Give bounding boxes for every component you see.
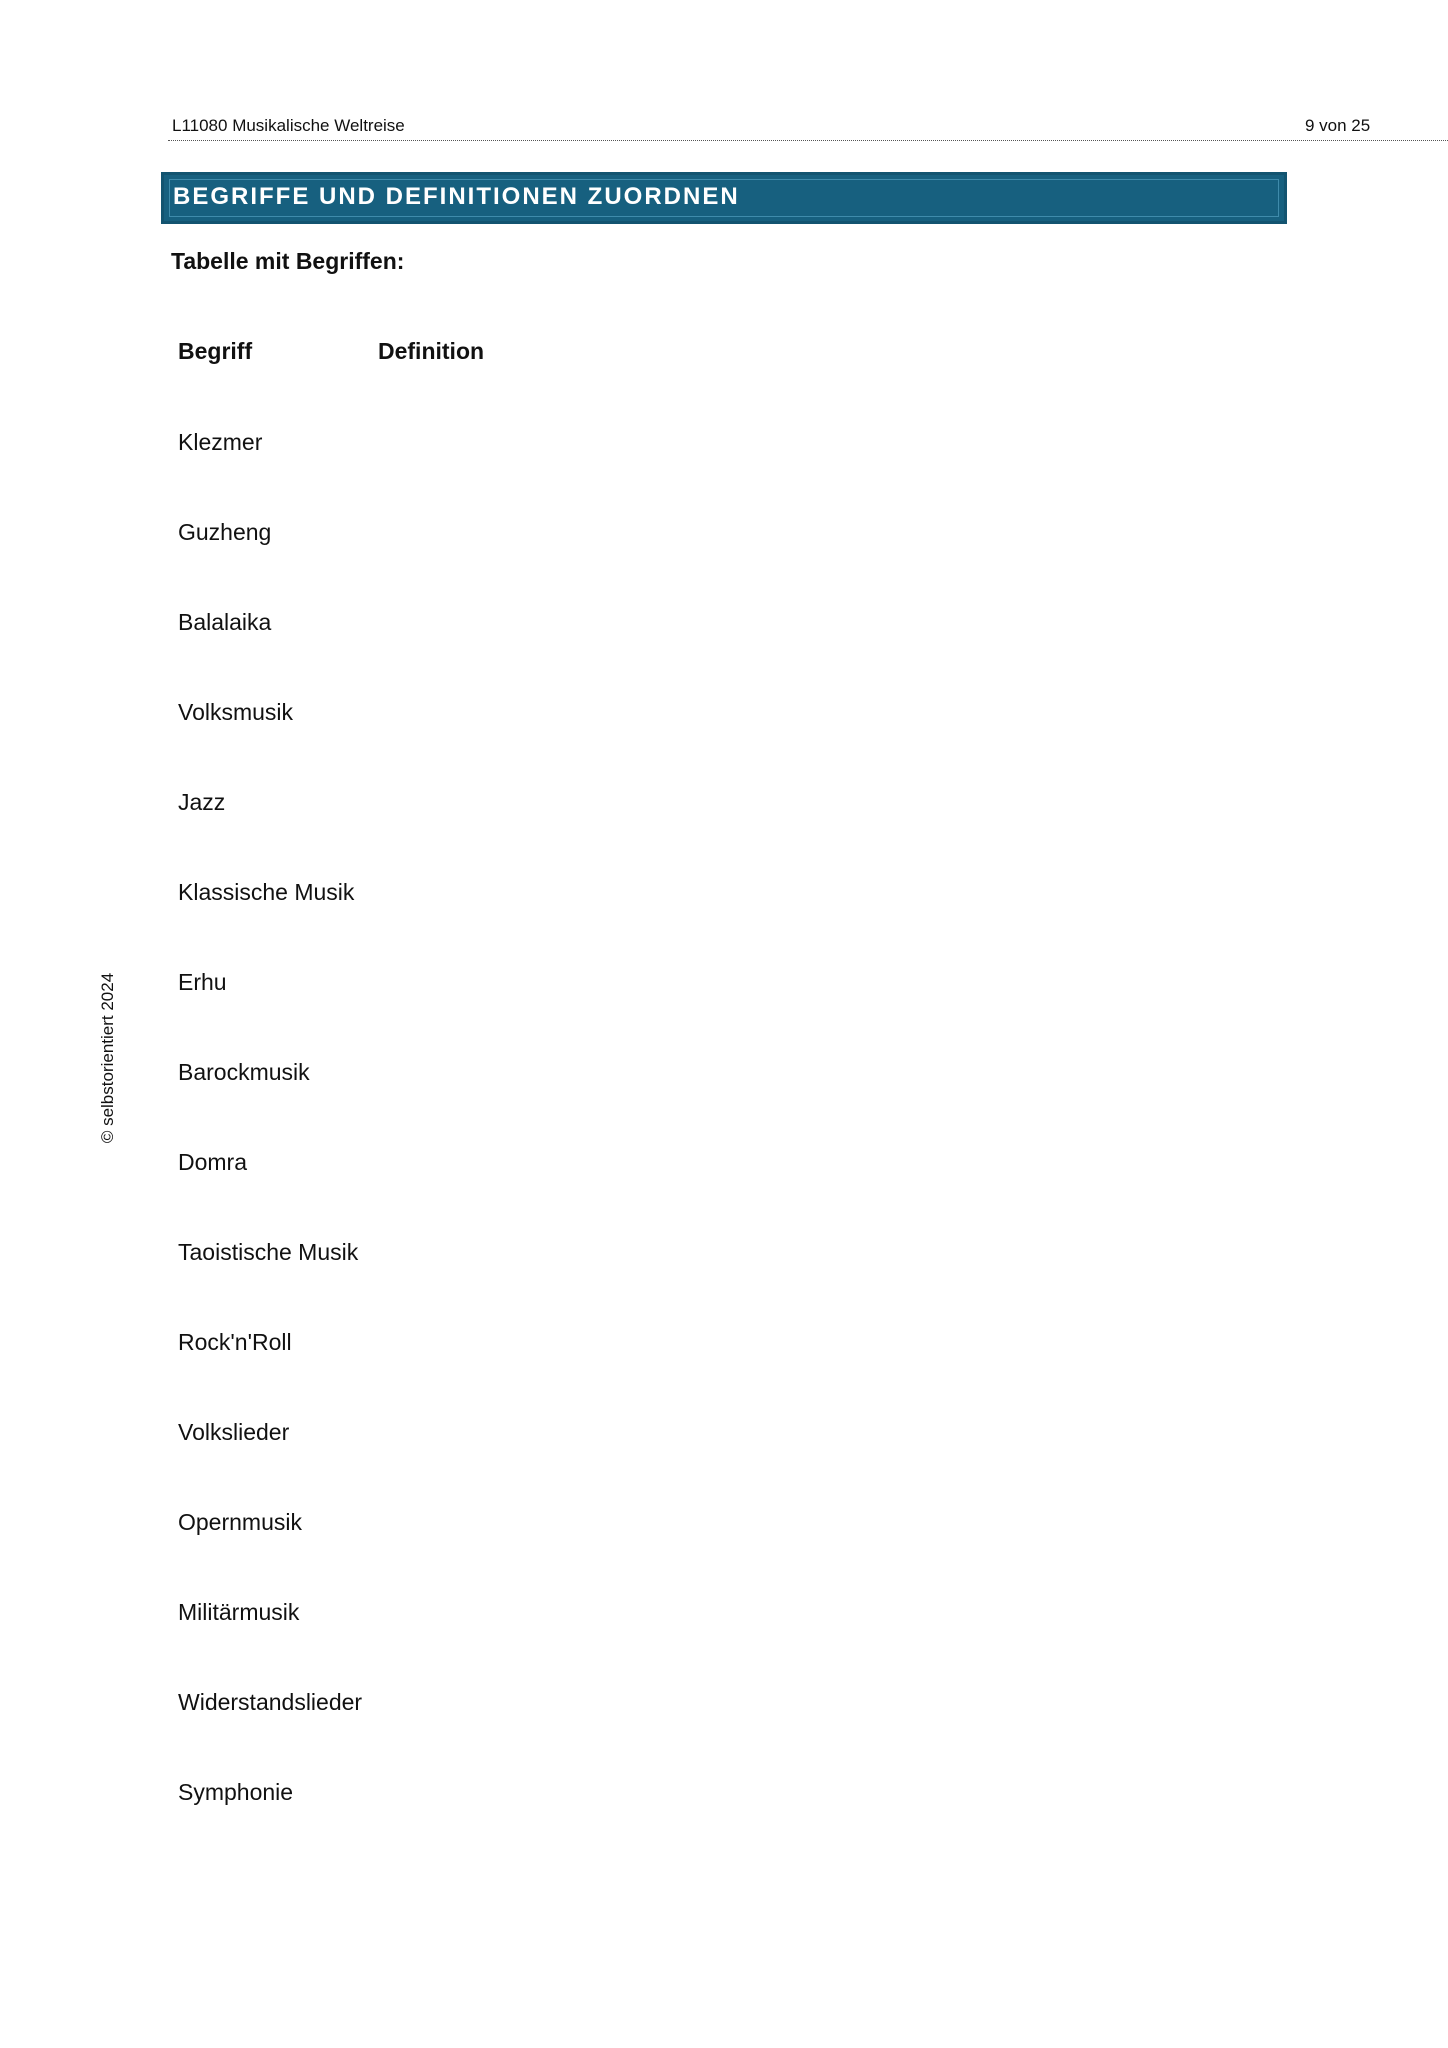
term-row: Klassische Musik (178, 879, 355, 905)
term-row: Rock'n'Roll (178, 1329, 292, 1355)
term-row: Balalaika (178, 609, 272, 635)
term-row: Widerstandslieder (178, 1689, 363, 1715)
page-header (168, 114, 1448, 141)
document-title: L11080 Musikalische Weltreise (172, 116, 405, 135)
term-row: Volkslieder (178, 1419, 290, 1445)
section-title: BEGRIFFE UND DEFINITIONEN ZUORDNEN (173, 183, 740, 210)
term-row: Domra (178, 1149, 248, 1175)
term-row: Jazz (178, 789, 226, 815)
section-banner (161, 172, 1287, 224)
table-subtitle: Tabelle mit Begriffen: (171, 248, 405, 274)
term-row: Guzheng (178, 519, 272, 545)
page-number: 9 von 25 (1305, 116, 1371, 135)
column-header-term: Begriff (178, 338, 253, 364)
term-row: Militärmusik (178, 1599, 300, 1625)
term-row: Opernmusik (178, 1509, 302, 1535)
term-row: Barockmusik (178, 1059, 310, 1085)
term-row: Symphonie (178, 1779, 294, 1805)
term-row: Taoistische Musik (178, 1239, 359, 1265)
term-row: Volksmusik (178, 699, 294, 725)
term-row: Erhu (178, 969, 227, 995)
term-list (178, 428, 362, 1868)
copyright-notice: © selbstorientiert 2024 (98, 972, 117, 1144)
column-header-definition: Definition (378, 338, 485, 364)
term-row: Klezmer (178, 429, 263, 455)
